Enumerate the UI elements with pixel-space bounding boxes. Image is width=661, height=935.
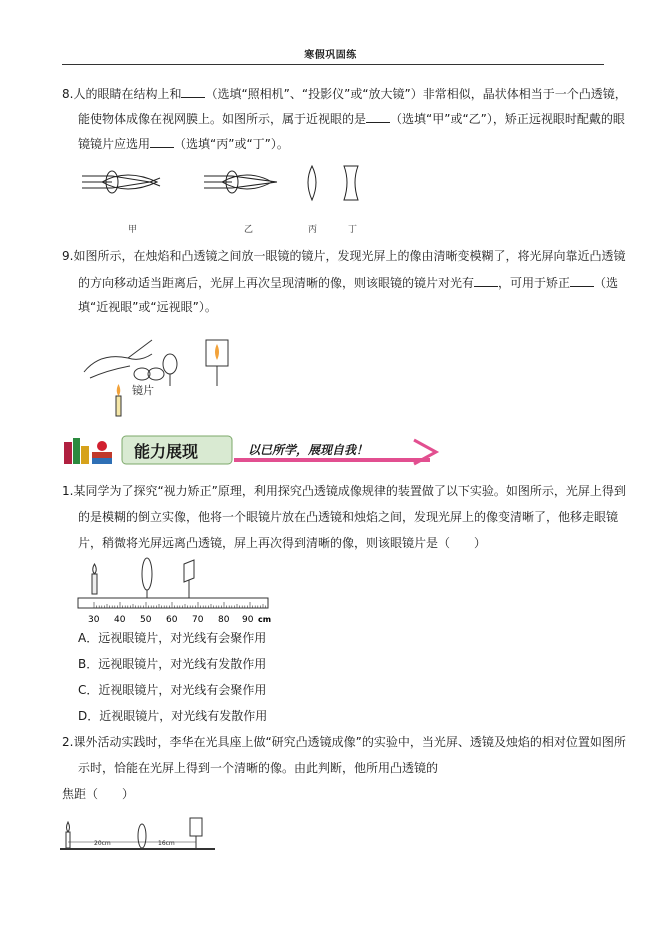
page-header-title: 寒假巩固练 — [304, 50, 357, 61]
q8-line3-text-b: （选填“丙”或“丁”）。 — [174, 137, 289, 151]
eye-diagram-yi — [204, 171, 277, 193]
q8-line2 — [78, 110, 625, 127]
q8-line2-text-a: 能使物体成像在视网膜上。如图所示，属于近视眼的是 — [78, 112, 367, 126]
banner-apple-icon — [97, 441, 107, 451]
banner-book-4 — [92, 452, 112, 458]
p1-candle — [92, 574, 97, 594]
p2-distance-2: 16cm — [158, 840, 175, 847]
p1-option-c[interactable]: C．近视眼镜片，对光线有会聚作用 — [78, 683, 267, 697]
q9-blank-2[interactable] — [570, 274, 594, 287]
section-banner — [62, 432, 442, 468]
q8-line1-text-b: （选填“照相机”、“投影仪”或“放大镜”）非常相似，晶状体相当于一个凸透镜， — [205, 87, 627, 101]
q9-line2 — [78, 274, 618, 291]
banner-book-2 — [73, 438, 80, 464]
q9-lens-figure — [80, 334, 240, 420]
convex-lens — [163, 354, 177, 374]
q8-line3 — [78, 135, 289, 152]
p2-line1: 2.课外活动实践时，李华在光具座上做“研究凸透镜成像”的实验中，当光屏、透镜及烛焰的相对位置如图所 — [62, 735, 626, 749]
banner-book-1 — [64, 442, 72, 464]
p1-tick-90: 90 — [242, 615, 254, 625]
q8-eye-figure — [72, 160, 372, 240]
eye-diagram-jia — [82, 171, 160, 193]
p2-bench-figure — [60, 812, 220, 856]
q8-blank-1[interactable] — [181, 85, 205, 98]
q9-line1: 9.如图所示，在烛焰和凸透镜之间放一眼镜的镜片，发现光屏上的像由清晰变模糊了，将光屏向靠近凸透镜 — [62, 249, 626, 263]
candle-flame — [117, 384, 121, 396]
p1-convex-lens — [142, 558, 152, 590]
p1-line3: 片，稍微将光屏远离凸透镜，屏上再次得到清晰的像，则该眼镜片是（ ） — [78, 536, 487, 550]
label-jia: 甲 — [128, 225, 138, 235]
p1-ruler-unit: cm — [258, 615, 272, 624]
convex-lens-bing — [308, 166, 316, 200]
label-yi: 乙 — [244, 225, 254, 235]
p1-option-d[interactable]: D．近视眼镜片，对光线有发散作用 — [78, 709, 268, 723]
q8-line1 — [62, 85, 627, 102]
p1-tick-30: 30 — [88, 615, 100, 625]
p1-candle-flame — [93, 564, 97, 574]
p2-line2: 示时，恰能在光屏上得到一个清晰的像。由此判断，他所用凸透镜的 — [78, 761, 439, 775]
p2-candle — [66, 832, 70, 848]
p2-convex-lens — [138, 824, 146, 848]
banner-underline — [234, 458, 430, 462]
banner-book-5 — [92, 458, 112, 464]
banner-book-3 — [81, 446, 89, 464]
lens-label: 镜片 — [132, 384, 154, 397]
q8-line3-text-a: 镜镜片应选用 — [78, 137, 151, 151]
candle — [116, 396, 121, 416]
p1-ruler-figure — [76, 556, 276, 626]
q9-line2-text-a: 的方向移动适当距离后，光屏上再次呈现清晰的像，则该眼镜的镜片对光有 — [78, 276, 475, 290]
concave-lens-ding — [344, 166, 358, 200]
q9-line2-text-c: （选 — [594, 276, 619, 290]
glasses-arm — [128, 340, 152, 358]
label-ding: 丁 — [348, 225, 358, 235]
p1-line2: 的是模糊的倒立实像，他将一个眼镜片放在凸透镜和烛焰之间，发现光屏上的像变清晰了，他移走眼镜 — [78, 510, 619, 524]
p1-tick-70: 70 — [192, 615, 204, 625]
q9-line2-text-b: ，可用于矫正 — [498, 276, 571, 290]
q8-blank-2[interactable] — [366, 110, 390, 123]
label-bing: 丙 — [308, 225, 318, 235]
p2-candle-flame — [67, 822, 70, 832]
header-rule — [62, 64, 604, 65]
p1-tick-40: 40 — [114, 615, 126, 625]
banner-slogan: 以已所学，展现自我！ — [248, 443, 369, 457]
q8-line1-text-a: 8.人的眼睛在结构上和 — [62, 87, 182, 101]
p1-line1: 1.某同学为了探究“视力矫正”原理，利用探究凸透镜成像规律的装置做了以下实验。如图所示，光屏上得到 — [62, 484, 626, 498]
p2-line3: 焦距（ ） — [62, 787, 135, 801]
q9-line3: 填“近视眼”或“远视眼”）。 — [78, 300, 217, 314]
p1-screen — [184, 560, 194, 582]
q8-blank-3[interactable] — [150, 135, 174, 148]
q9-blank-1[interactable] — [474, 274, 498, 287]
q8-line2-text-b: （选填“甲”或“乙”），矫正远视眼时配戴的眼 — [390, 112, 625, 126]
p1-tick-50: 50 — [140, 615, 152, 625]
hand-lower — [90, 366, 130, 378]
p1-option-a[interactable]: A．远视眼镜片，对光线有会聚作用 — [78, 631, 267, 645]
p2-screen — [190, 818, 202, 836]
banner-title: 能力展现 — [134, 442, 199, 461]
p2-distance-1: 20cm — [94, 840, 111, 847]
hand-outline — [84, 354, 152, 372]
p1-tick-80: 80 — [218, 615, 230, 625]
p1-tick-60: 60 — [166, 615, 178, 625]
p1-option-b[interactable]: B．远视眼镜片，对光线有发散作用 — [78, 657, 267, 671]
